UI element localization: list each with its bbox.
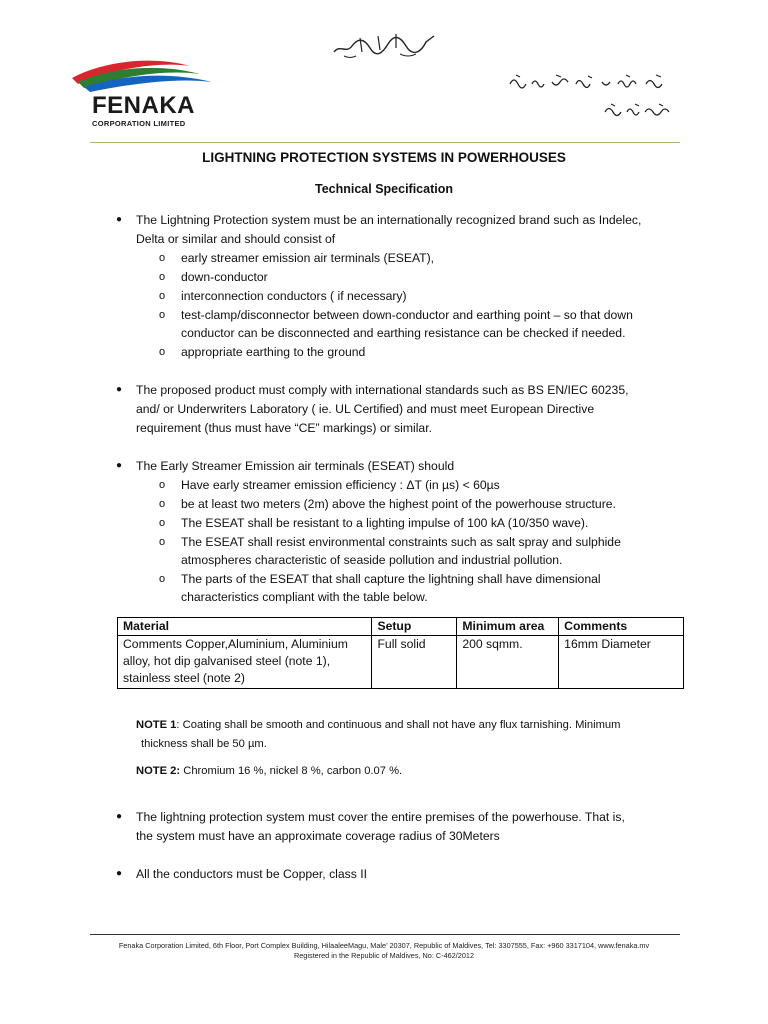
- footer-address: Fenaka Corporation Limited, 6th Floor, Port Complex Building, HilaaleeMagu, Male’ 20307, Republic of Maldives, Tel: 3307555, Fax: +960 3317104, www.fenaka.mv: [118, 941, 650, 950]
- bullet-icon: ●: [116, 811, 123, 822]
- circle-bullet-icon: o: [159, 252, 166, 264]
- bullet-text: The proposed product must comply with international standards such as BS EN/IEC 60235,: [136, 383, 629, 397]
- table-header-cell: Comments: [559, 618, 684, 636]
- table-header-row: [118, 618, 684, 636]
- circle-bullet-icon: o: [159, 346, 166, 358]
- bullet-text: the system must have an approximate coverage radius of 30Meters: [136, 829, 500, 843]
- table-header-cell: Material: [118, 618, 372, 636]
- material-spec-table: [117, 617, 684, 689]
- table-cell-material: [118, 636, 372, 689]
- circle-bullet-icon: o: [159, 536, 166, 548]
- circle-bullet-icon: o: [159, 290, 166, 302]
- table-header-cell: Setup: [372, 618, 457, 636]
- note-2-text: Chromium 16 %, nickel 8 %, carbon 0.07 %.: [180, 765, 403, 777]
- circle-bullet-icon: o: [159, 479, 166, 491]
- footer-divider: [90, 934, 680, 935]
- note-1-cont: thickness shall be 50 µm.: [141, 738, 267, 750]
- note-1-label: NOTE 1: [136, 719, 177, 731]
- table-cell-area: 200 sqmm.: [457, 636, 559, 689]
- bullet-text: Delta or similar and should consist of: [136, 232, 336, 246]
- header-divider: [90, 142, 680, 143]
- list-item: be at least two meters (2m) above the highest point of the powerhouse structure.: [181, 497, 616, 511]
- bullet-text: The Lightning Protection system must be an internationally recognized brand such as Indelec,: [136, 213, 642, 227]
- list-item: The ESEAT shall resist environmental constraints such as salt spray and sulphide: [181, 535, 621, 549]
- list-item: The parts of the ESEAT that shall capture the lightning shall have dimensional: [181, 572, 601, 586]
- list-item: early streamer emission air terminals (ESEAT),: [181, 251, 435, 265]
- circle-bullet-icon: o: [159, 517, 166, 529]
- list-item: Have early streamer emission efficiency : ΔT (in µs) < 60µs: [181, 478, 500, 492]
- list-item: conductor can be disconnected and earthing resistance can be checked if needed.: [181, 326, 626, 340]
- bullet-text: requirement (thus must have “CE” markings) or similar.: [136, 421, 432, 435]
- circle-bullet-icon: o: [159, 271, 166, 283]
- material-line: Comments Copper,Aluminium, Aluminium: [123, 637, 348, 651]
- footer: [0, 941, 768, 961]
- dhivehi-line-1: [506, 72, 676, 92]
- note-2-label: NOTE 2:: [136, 765, 181, 777]
- logo-company-name: FENAKA: [92, 92, 195, 119]
- bullet-icon: ●: [116, 384, 123, 395]
- table-header-cell: Minimum area: [457, 618, 559, 636]
- footer-registration: Registered in the Republic of Maldives, No: C-462/2012: [293, 951, 475, 960]
- company-logo: [70, 56, 220, 126]
- document-subtitle: Technical Specification: [314, 182, 453, 196]
- document-title: LIGHTNING PROTECTION SYSTEMS IN POWERHOUSES: [202, 150, 566, 165]
- bullet-text: All the conductors must be Copper, class II: [136, 867, 367, 881]
- dhivehi-heading: [506, 72, 676, 120]
- list-item: The ESEAT shall be resistant to a lighting impulse of 100 kA (10/350 wave).: [181, 516, 589, 530]
- list-item: atmospheres characteristic of seaside pollution and industrial pollution.: [181, 553, 563, 567]
- note-1: [136, 716, 656, 734]
- table-row: [118, 636, 684, 689]
- table-cell-comments: 16mm Diameter: [559, 636, 684, 689]
- table-cell-setup: Full solid: [372, 636, 457, 689]
- dhivehi-line-2: [601, 102, 676, 120]
- list-item: test-clamp/disconnector between down-conductor and earthing point – so that down: [181, 308, 633, 322]
- bullet-text: The lightning protection system must cover the entire premises of the powerhouse. That is,: [136, 810, 625, 824]
- circle-bullet-icon: o: [159, 309, 166, 321]
- note-2: [136, 762, 656, 780]
- material-line: stainless steel (note 2): [123, 671, 245, 685]
- list-item: down-conductor: [181, 270, 268, 284]
- list-item: appropriate earthing to the ground: [181, 345, 366, 359]
- note-1-text: : Coating shall be smooth and continuous and shall not have any flux tarnishing. Minimum: [176, 719, 621, 731]
- circle-bullet-icon: o: [159, 498, 166, 510]
- bullet-icon: ●: [116, 460, 123, 471]
- bullet-icon: ●: [116, 868, 123, 879]
- circle-bullet-icon: o: [159, 573, 166, 585]
- logo-swoosh-icon: [70, 56, 220, 96]
- bullet-text: The Early Streamer Emission air terminals (ESEAT) should: [136, 459, 455, 473]
- logo-company-sub: CORPORATION LIMITED: [92, 119, 186, 128]
- bullet-icon: ●: [116, 214, 123, 225]
- bismillah-calligraphy: [330, 30, 440, 60]
- material-line: alloy, hot dip galvanised steel (note 1),: [123, 654, 331, 668]
- bullet-text: and/ or Underwriters Laboratory ( ie. UL Certified) and must meet European Directive: [136, 402, 595, 416]
- list-item: interconnection conductors ( if necessary): [181, 289, 407, 303]
- list-item: characteristics compliant with the table below.: [181, 590, 428, 604]
